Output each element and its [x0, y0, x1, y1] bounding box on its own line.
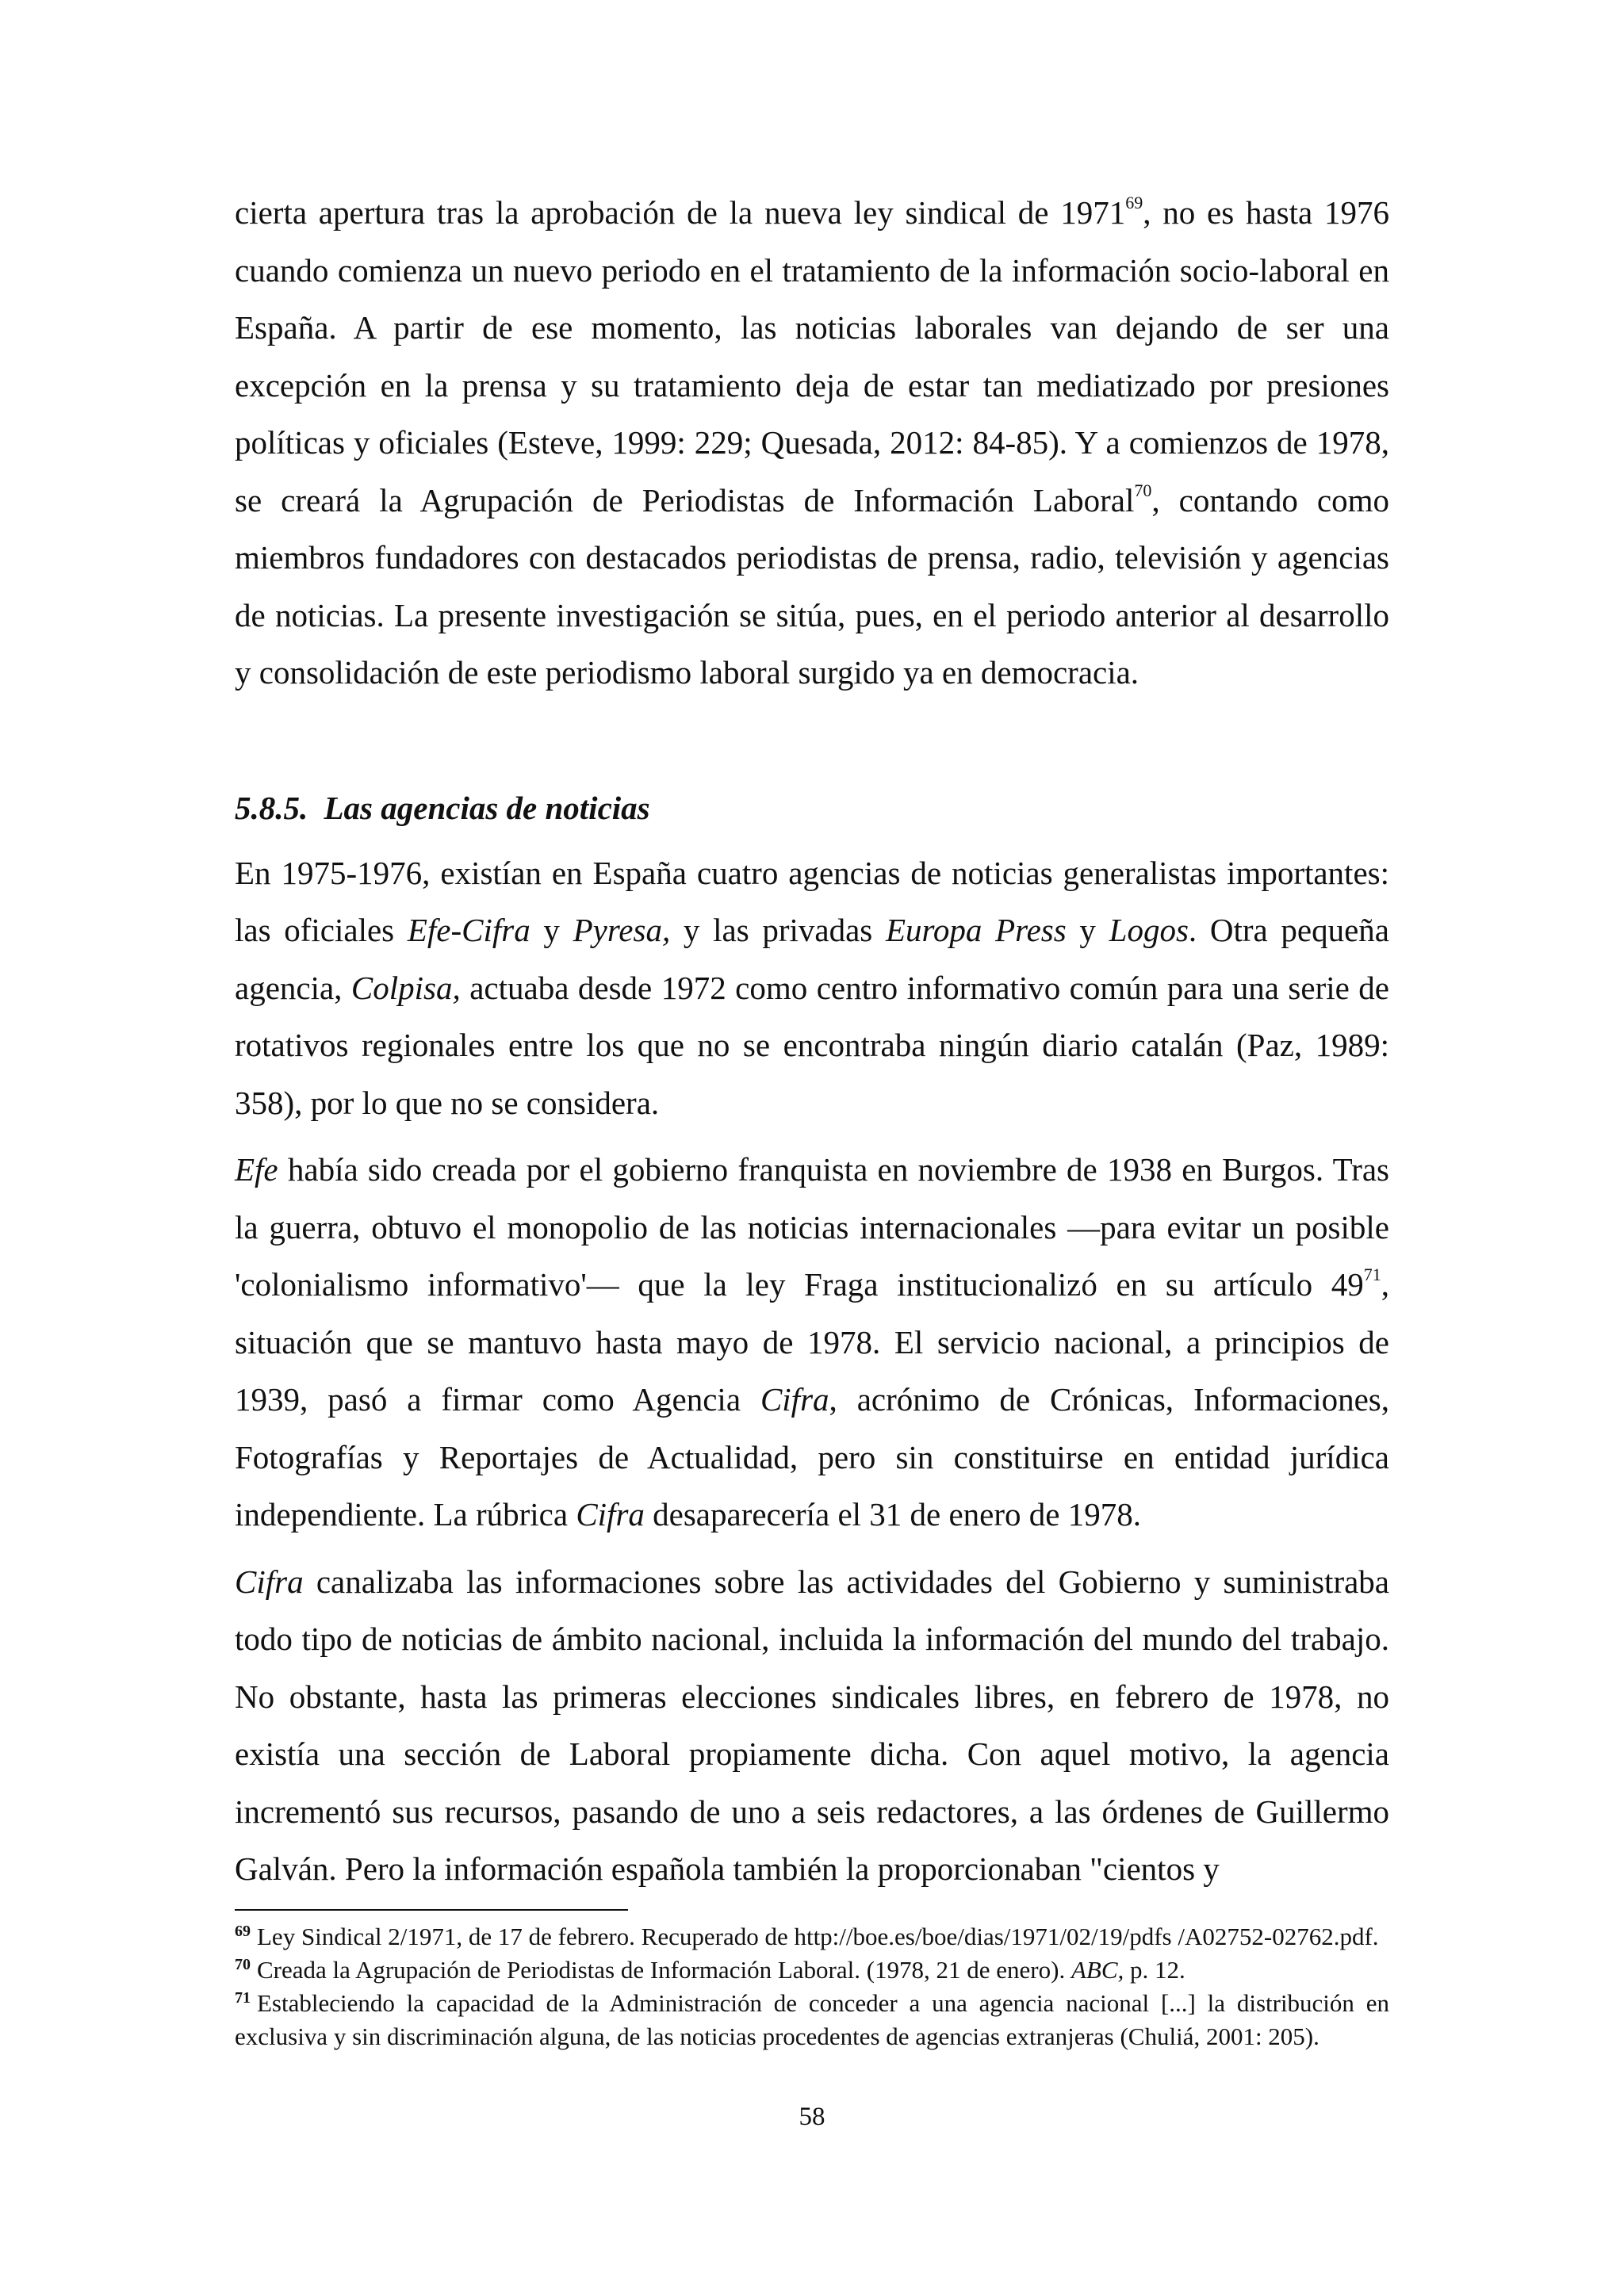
text-run: canalizaba las informaciones sobre las actividades del Gobierno y suministraba todo tipo de noticias de ámbito nacional, incluida la información del mundo del trabajo. No obstante, hasta las primeras elecciones sindicales libres, en febrero de 1978, no existía una sección de Laboral propiamente dicha. Con aquel motivo, la agencia incrementó sus recursos, pasando de uno a seis redactores, a las órdenes de Guillermo Galván. Pero la información española también la proporcionaban "cientos y: [235, 1563, 1389, 1887]
footnote-italic: ABC,: [1071, 1956, 1124, 1984]
footnote-ref-70: 70: [1134, 480, 1152, 500]
text-run: , contando como miembros fundadores con destacados periodistas de prensa, radio, televisión y agencias de noticias. La presente investigación se sitúa, pues, en el periodo anterior al desarrollo y consolidación de este periodismo laboral surgido ya en democracia.: [235, 481, 1389, 691]
italic-term: Efe: [235, 1151, 278, 1188]
page-number: 58: [799, 2103, 825, 2131]
text-run: , situación que se mantuvo hasta mayo de 1978. El servicio nacional, a principios de 1939, pasó a firmar como Agencia: [235, 1266, 1389, 1418]
text-run: . Otra pequeña agencia,: [235, 912, 1390, 1006]
italic-term: Efe-Cifra: [407, 912, 530, 948]
paragraph-1: [235, 184, 1389, 702]
italic-term: Colpisa,: [350, 969, 461, 1006]
text-run: En 1975-1976, existían en España cuatro agencias de noticias generalistas importantes: las oficiales: [235, 854, 1389, 948]
italic-term: Europa Press: [885, 912, 1067, 948]
footnote-ref-69: 69: [1125, 193, 1143, 213]
italic-term: Cifra: [760, 1381, 829, 1418]
text-run: y: [530, 912, 573, 948]
paragraph-3: [235, 1141, 1389, 1544]
footnote-separator: [235, 1909, 628, 1911]
text-run: y las privadas: [670, 912, 886, 948]
footnotes: [235, 1922, 1389, 2051]
text-run: actuaba desde 1972 como centro informativo común para una serie de rotativos regionales entre los que no se encontraba ningún diario catalán (Paz, 1989: 358), por lo que no se considera.: [235, 969, 1389, 1121]
text-run: , no es hasta 1976 cuando comienza un nuevo periodo en el tratamiento de la información socio-laboral en España. A partir de ese momento, las noticias laborales van dejando de ser una excepción en la prensa y su tratamiento deja de estar tan mediatizado por presiones políticas y oficiales (Esteve, 1999: 229; Quesada, 2012: 84-85). Y a comienzos de 1978, se creará la Agrupación de Periodistas de Información Laboral: [235, 194, 1389, 519]
footnote-text: Creada la Agrupación de Periodistas de Información Laboral. (1978, 21 de enero).: [257, 1956, 1071, 1984]
text-run: desaparecería el 31 de enero de 1978.: [644, 1496, 1141, 1533]
footnote-mark: 70: [235, 1956, 251, 1973]
text-run: y: [1066, 912, 1109, 948]
footnote-text: Estableciendo la capacidad de la Administración de conceder a una agencia nacional [...] la distribución en exclusiva y sin discriminación alguna, de las noticias procedentes de agencias extranjeras (Chuliá, 2001: 205).: [235, 1989, 1389, 2050]
text-run: había sido creada por el gobierno franquista en noviembre de 1938 en Burgos. Tras la guerra, obtuvo el monopolio de las noticias internacionales —para evitar un posible 'colonialismo informativo'— que la ley Fraga institucionalizó en su artículo 49: [235, 1151, 1389, 1303]
italic-term: Cifra: [576, 1496, 645, 1533]
section-title: Las agencias de noticias: [324, 789, 650, 826]
footnote-70: [235, 1955, 1389, 1988]
footnote-69: [235, 1922, 1389, 1955]
text-run: , acrónimo de Crónicas, Informaciones, Fotografías y Reportajes de Actualidad, pero sin constituirse en entidad jurídica independiente. La rúbrica: [235, 1381, 1389, 1533]
paragraph-2: [235, 844, 1389, 1132]
text-run: cierta apertura tras la aprobación de la nueva ley sindical de 1971: [235, 194, 1126, 231]
footnote-text: p. 12.: [1124, 1956, 1185, 1984]
section-number: 5.8.5.: [235, 789, 308, 826]
footnote-mark: 69: [235, 1923, 251, 1940]
footnote-71: [235, 1988, 1389, 2051]
footnote-ref-71: 71: [1363, 1265, 1381, 1285]
italic-term: Logos: [1109, 912, 1189, 948]
main-text: [235, 184, 1389, 1898]
footnote-text: Ley Sindical 2/1971, de 17 de febrero. Recuperado de http://boe.es/boe/dias/1971/02/19/pdfs /A02752-02762.pdf.: [257, 1923, 1379, 1950]
paragraph-4: [235, 1553, 1389, 1898]
footnote-mark: 71: [235, 1989, 251, 2007]
italic-term: Cifra: [235, 1563, 304, 1600]
italic-term: Pyresa,: [573, 912, 671, 948]
section-heading: [235, 779, 1389, 836]
